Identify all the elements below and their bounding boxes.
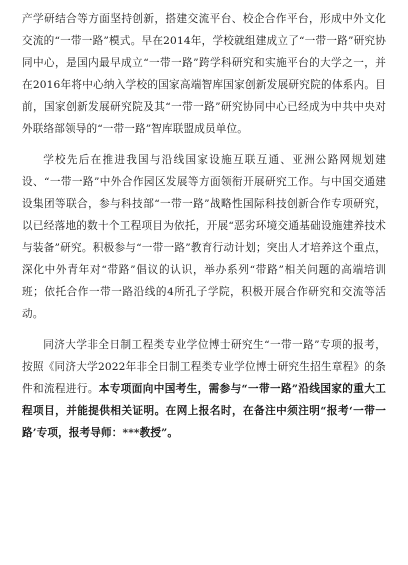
paragraph-2 [22,149,386,325]
paragraph-2-text: 学校先后在推进我国与沿线国家设施互联互通、亚洲公路网规划建设、“一带一路”中外合作园区发展等方面领衔开展研究工作。与中国交通建设集团等联合，参与科技部“一带一路”战略性国际科技创新合作专项研究，以已经落地的数十个工程项目为依托，开展“恶劣环境交通基础设施建养技术与装备”研究。积极参与“一带一路”教育行动计划；突出人才培养这个重点，深化中外青年对“带路”倡议的认识，举办系列“带路”相关问题的高端培训班；依托合作一带一路沿线的4所孔子学院，积极开展合作研究和交流等活动。 [22,154,386,320]
paragraph-3-text: 同济大学非全日制工程类专业学位博士研究生“一带一路”专项的报考，按照《同济大学2022年非全日制工程类专业学位博士研究生招生章程》的条件和流程进行。 [22,339,386,395]
paragraph-1 [22,8,386,140]
paragraph-3 [22,334,386,444]
paragraph-1-text: 产学研结合等方面坚持创新，搭建交流平台、校企合作平台，形成中外文化交流的“一带一路”模式。早在2014年，学校就组建成立了“一带一路”研究协同中心，是国内最早成立“一带一路”跨学科研究和实施平台的大学之一，并在2016年将中心纳入学校的国家高端智库国家创新发展研究院的体系内。目前，国家创新发展研究院及其“一带一路”研究协同中心已经成为中共中央对外联络部领导的“一带一路”智库联盟成员单位。 [22,13,386,135]
paragraph-3-bold-text: 本专项面向中国考生，需参与“一带一路”沿线国家的重大工程项目，并能提供相关证明。在网上报名时，在备注中须注明“报考‘一带一路’专项，报考导师：***教授”。 [22,383,386,439]
